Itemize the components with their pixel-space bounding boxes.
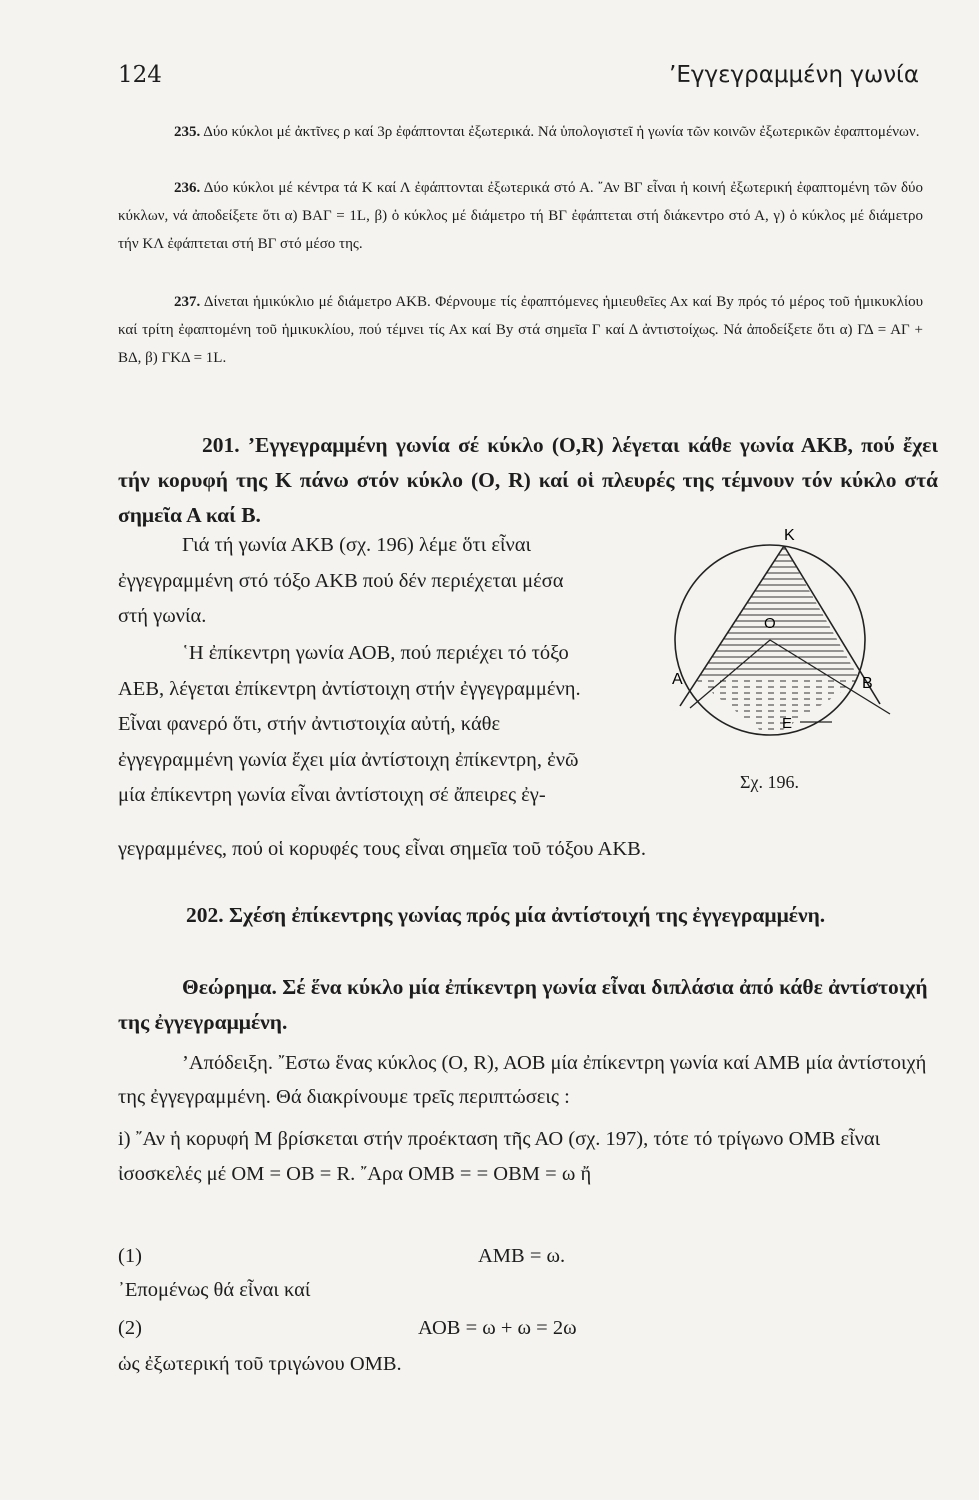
label-o: O: [764, 615, 776, 632]
paragraph-text: ῾Η ἐπίκεντρη γωνία ΑΟΒ, πού περιέχει τό τόξο ΑΕΒ, λέγεται ἐπίκεντρη ἀντίστοιχη στήν ἐγγεγραμμένη. Εἶναι φανερό ὅτι, στήν ἀντιστοιχία αὐτή, κάθε ἐγγεγραμμένη γωνία ἔχει μία ἀντίστοιχη ἐπίκεντρη, ἐνῶ μία ἐπίκεντρη γωνία εἶναι ἀντίστοιχη σέ ἄπειρες ἐγ-: [118, 642, 581, 806]
label-k: K: [784, 528, 795, 544]
paragraph-text: Γιά τή γωνία ΑΚΒ (σχ. 196) λέμε ὅτι εἶναι ἐγγεγραμμένη στό τόξο ΑΚΒ πού δέν περιέχεται μέσα στή γωνία.: [118, 534, 564, 627]
case-1: [118, 1122, 938, 1192]
exercise-235: [118, 118, 923, 146]
paragraph-central: [118, 636, 598, 814]
exercise-number: 237.: [174, 294, 201, 310]
exercise-236: [118, 174, 923, 258]
theorem: Θεώρημα. Σέ ἕνα κύκλο μία ἐπίκεντρη γωνία εἶναι διπλάσια ἀπό κάθε ἀντίστοιχή της ἐγγεγραμμένη.: [118, 975, 928, 1034]
equation-2: ΑΟΒ = ω + ω = 2ω: [418, 1317, 577, 1339]
case-text: i) ῎Αν ἡ κορυφή Μ βρίσκεται στήν προέκταση τῆς ΑΟ (σχ. 197), τότε τό τρίγωνο ΟΜΒ εἶναι ἰσοσκελές μέ ΟΜ = ΟΒ = R. ῎Αρα ΟΜΒ = = ΟΒΜ = ω ἤ: [118, 1128, 881, 1185]
section-201-definition: 201. ’Εγγεγραμμένη γωνία σέ κύκλο (Ο,R) λέγεται κάθε γωνία ΑΚΒ, πού ἔχει τήν κορυφή της Κ πάνω στόν κύκλο (Ο, R) καί οἱ πλευρές της τέμνουν τόν κύκλο στά σημεῖα Α καί Β.: [118, 433, 938, 527]
exercise-body: Δύο κύκλοι μέ κέντρα τά Κ καί Λ ἐφάπτονται ἐξωτερικά στό Α. ῎Αν ΒΓ εἶναι ἡ κοινή ἐξωτερική ἐφαπτομένη τῶν δύο κύκλων, νά ἀποδείξετε ὅτι α) ΒΑΓ = 1L, β) ὁ κύκλος μέ διάμετρο τή ΒΓ ἐφάπτεται στή διάκεντρο στό Α, γ) ὁ κύκλος μέ διάμετρο τήν ΚΛ ἐφάπτεται στή ΒΓ στό μέσο της.: [118, 180, 923, 252]
page-number: 124: [118, 62, 162, 88]
equation-number: (2): [118, 1317, 142, 1339]
paragraph-inscribed: [118, 528, 598, 635]
label-b: B: [862, 675, 873, 692]
running-title: ’Εγγεγραμμένη γωνία: [669, 62, 919, 88]
paragraph-continuation: γεγραμμένες, πού οἱ κορυφές τους εἶναι σημεῖα τοῦ τόξου ΑΚΒ.: [118, 838, 646, 860]
consequently-text: ᾿Επομένως θά εἶναι καί: [118, 1279, 311, 1301]
exercise-237: [118, 288, 923, 372]
page-header: [118, 62, 919, 102]
section-202-heading: 202. Σχέση ἐπίκεντρης γωνίας πρός μία ἀντίστοιχή της ἐγγεγραμμένη.: [186, 903, 826, 927]
equation-2-row: [118, 1317, 938, 1375]
proof: [118, 1046, 938, 1114]
figure-caption: Σχ. 196.: [740, 772, 799, 792]
exercise-body: Δύο κύκλοι μέ ἀκτῖνες ρ καί 3ρ ἐφάπτονται ἐξωτερικά. Νά ὑπολογιστεῖ ἡ γωνία τῶν κοινῶν ἐξωτερικῶν ἐφαπτομένων.: [203, 124, 920, 140]
label-a: A: [672, 671, 683, 688]
equation-1-row: [118, 1245, 938, 1301]
label-e: E: [782, 715, 793, 732]
exercise-body: Δίνεται ἡμικύκλιο μέ διάμετρο ΑΚΒ. Φέρνουμε τίς ἐφαπτόμενες ἡμιευθεῖες Αx καί Βy πρός τό μέρος τοῦ ἡμικυκλίου καί τρίτη ἐφαπτομένη τοῦ ἡμικυκλίου, πού τέμνει τίς Αx καί Βy στά σημεῖα Γ καί Δ ἀντιστοίχως. Νά ἀποδείξετε ὅτι α) ΓΔ = ΑΓ + ΒΔ, β) ΓΚΔ = 1L.: [118, 294, 923, 366]
proof-text: ’Απόδειξη. ῎Εστω ἕνας κύκλος (Ο, R), ΑΟΒ μία ἐπίκεντρη γωνία καί ΑΜΒ μία ἀντίστοιχή της ἐγγεγραμμένη. Θά διακρίνουμε τρεῖς περιπτώσεις :: [118, 1052, 927, 1108]
exercise-number: 235.: [174, 124, 201, 140]
last-line: ὡς ἐξωτερική τοῦ τριγώνου ΟΜΒ.: [118, 1353, 402, 1375]
equation-1: ΑΜΒ = ω.: [478, 1245, 566, 1267]
figure-196: [660, 528, 900, 778]
equation-number: (1): [118, 1245, 142, 1267]
exercise-number: 236.: [174, 180, 201, 196]
